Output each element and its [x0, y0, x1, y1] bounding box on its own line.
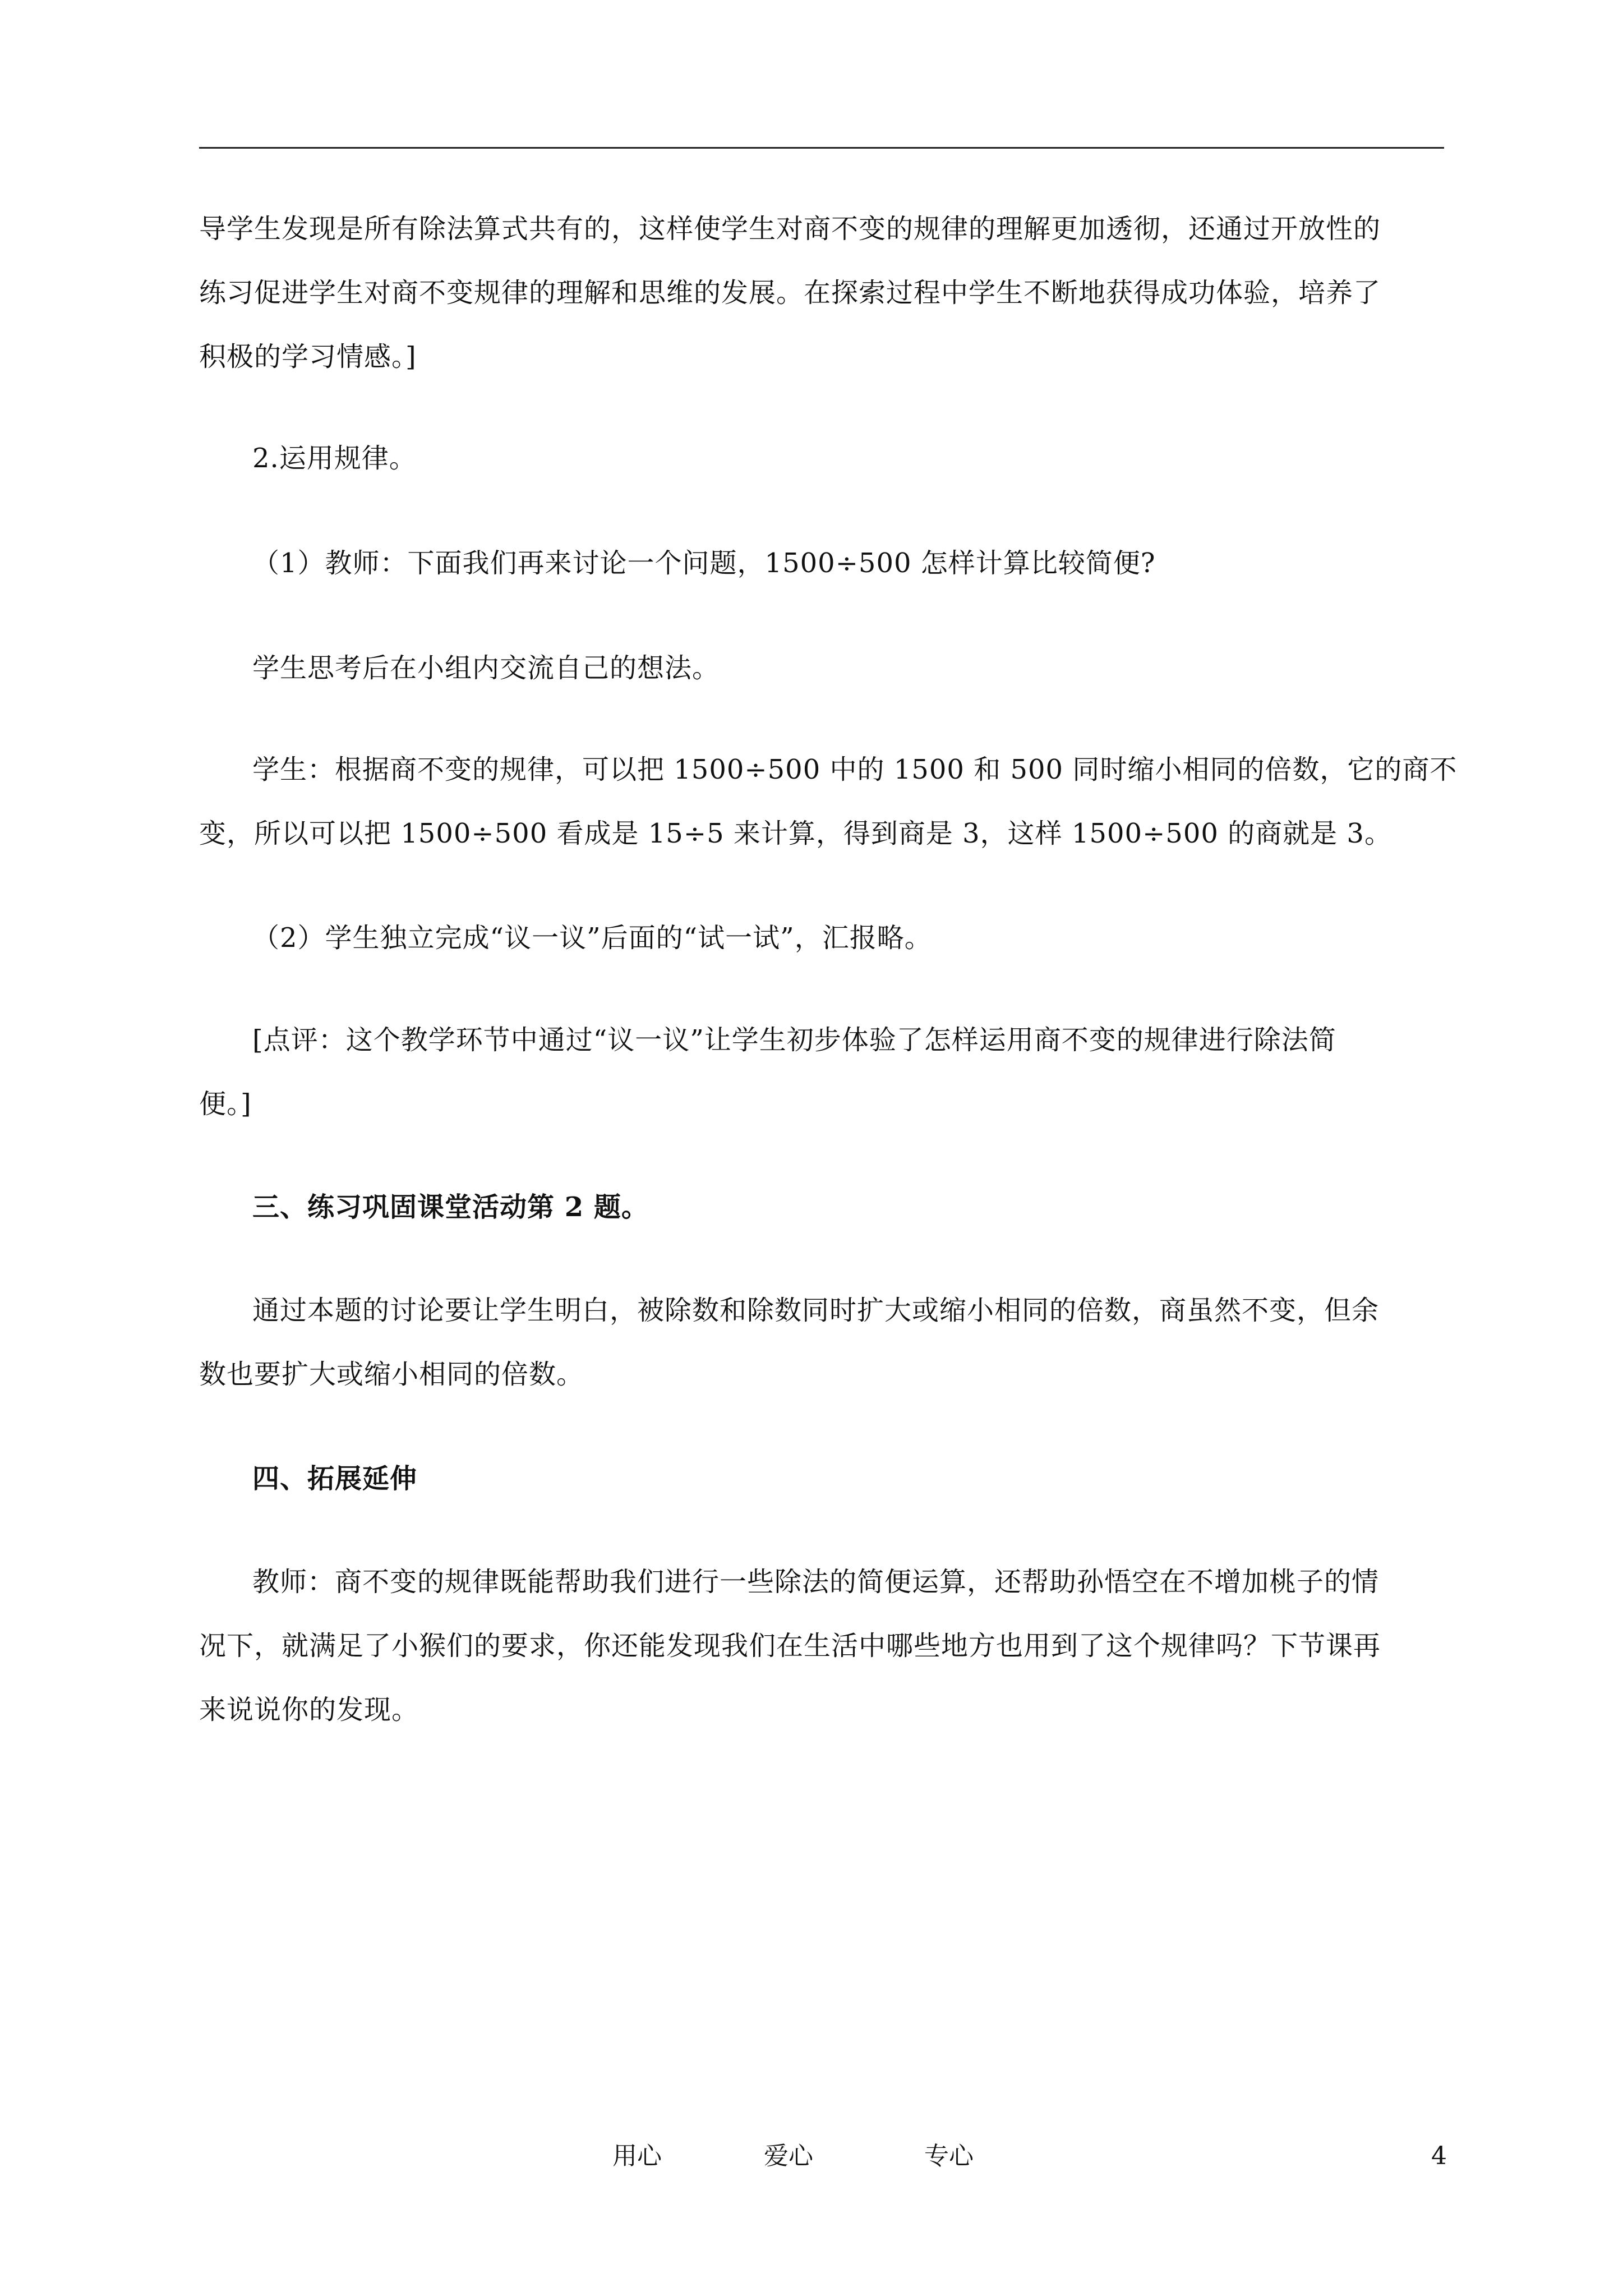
section-heading-practice: 三、练习巩固课堂活动第 2 题。	[252, 1191, 649, 1223]
commentary-line: [点评：这个教学环节中通过“议一议”让学生初步体验了怎样运用商不变的规律进行除法简	[252, 1024, 1336, 1056]
paragraph-line: 数也要扩大或缩小相同的倍数。	[199, 1359, 584, 1390]
paragraph-line: 教师：商不变的规律既能帮助我们进行一些除法的简便运算，还帮助孙悟空在不增加桃子的情	[252, 1566, 1380, 1598]
paragraph-line: 学生思考后在小组内交流自己的想法。	[252, 652, 720, 684]
paragraph-line: 练习促进学生对商不变规律的理解和思维的发展。在探索过程中学生不断地获得成功体验，培养了	[199, 277, 1381, 309]
paragraph-line: 学生：根据商不变的规律，可以把 1500÷500 中的 1500 和 500 同时缩小相同的倍数，它的商不	[252, 754, 1458, 785]
paragraph-line: 况下，就满足了小猴们的要求，你还能发现我们在生活中哪些地方也用到了这个规律吗？下节课再	[199, 1630, 1381, 1662]
page-number: 4	[1431, 2142, 1447, 2170]
paragraph-line: （2）学生独立完成“议一议”后面的“试一试”，汇报略。	[252, 922, 932, 954]
footer-motto-2: 爱心	[764, 2142, 813, 2170]
footer-motto-1: 用心	[612, 2142, 662, 2170]
paragraph-line: 积极的学习情感。]	[199, 341, 417, 372]
paragraph-line: 变，所以可以把 1500÷500 看成是 15÷5 来计算，得到商是 3，这样 1500÷500 的商就是 3。	[199, 818, 1392, 849]
paragraph-line: 来说说你的发现。	[199, 1694, 419, 1726]
section-heading-extension: 四、拓展延伸	[252, 1463, 418, 1494]
paragraph-line: 通过本题的讨论要让学生明白，被除数和除数同时扩大或缩小相同的倍数，商虽然不变，但余	[252, 1295, 1380, 1326]
section-heading-apply-rule: 2.运用规律。	[252, 443, 417, 474]
paragraph-line: （1）教师：下面我们再来讨论一个问题，1500÷500 怎样计算比较简便?	[252, 547, 1156, 579]
footer-motto-3: 专心	[924, 2142, 974, 2170]
paragraph-line: 导学生发现是所有除法算式共有的，这样使学生对商不变的规律的理解更加透彻，还通过开放性的	[199, 213, 1381, 245]
commentary-line: 便。]	[199, 1088, 252, 1120]
header-rule	[199, 147, 1444, 149]
